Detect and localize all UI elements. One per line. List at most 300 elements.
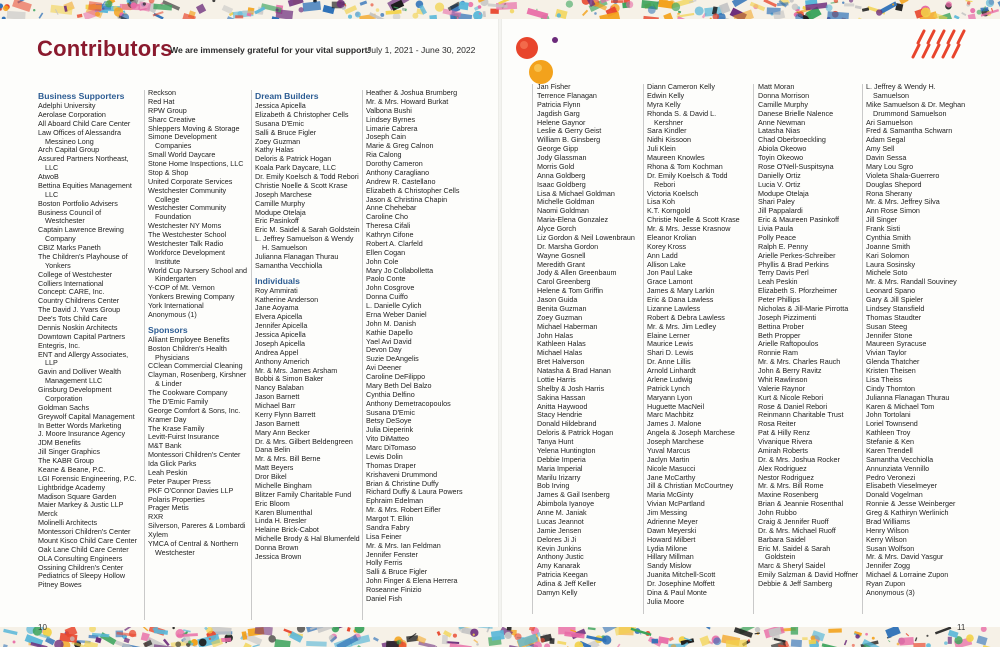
contributors-column-4 <box>366 89 470 604</box>
contributor-name: Yelena Huntington <box>537 445 596 455</box>
contributor-name: Prager Metis <box>148 503 189 513</box>
contributor-name: Cindy Thornton <box>866 383 916 393</box>
contributor-name: Marc DiTomaso <box>366 443 416 452</box>
contributor-name: Amirah Roberts <box>758 445 808 455</box>
contributor-name: Entegris, Inc. <box>38 340 80 350</box>
contributor-name: Thomas Draper <box>366 460 416 470</box>
contributor-name: Anthony Caragliano <box>366 167 430 177</box>
contributor-name: Eric M. Saidel & Sarah Goldstein <box>255 225 360 235</box>
contributor-name: Clayman, Rosenberg, Kirshner & Linder <box>148 370 247 389</box>
contributor-name: Elvera Apicella <box>255 312 303 322</box>
contributor-name: Angela & Joseph Marchese <box>647 428 735 438</box>
contributor-name: Donna Brown <box>255 543 299 552</box>
contributor-name: Abimbola Iyanoye <box>537 499 595 509</box>
contributor-name: Bobbi & Simon Baker <box>255 374 324 384</box>
contributor-name: Red Hat <box>148 96 175 106</box>
contributor-name: Dee's Tots Child Care <box>38 314 108 323</box>
contributor-name: The Krase Family <box>148 423 205 433</box>
contributor-name: Lydia Milone <box>647 543 688 553</box>
contributor-name: Eric Bloom <box>255 498 290 508</box>
contributor-name: Cynthia Smith <box>866 232 911 242</box>
contributor-name: Peter Phillips <box>758 295 800 304</box>
contributor-name: The David J. Yvars Group <box>38 305 121 315</box>
contributor-name: Bettina Equities Management LLC <box>38 180 132 199</box>
contributor-name: Adam Segal <box>866 135 906 145</box>
contributor-name: Korey Kross <box>647 241 687 251</box>
contributor-name: Latasha Nias <box>758 126 800 136</box>
contributor-name: Emily Salzman & David Hoffner <box>758 570 859 580</box>
contributor-name: Susan Wolfson <box>866 543 915 553</box>
contributor-name: Victoria Koelsch <box>647 188 699 198</box>
contributor-name: Brian & Christine Duffy <box>366 478 439 488</box>
contributor-name: Michael & Lorraine Zupon <box>866 570 949 580</box>
contributor-name: Juli Klein <box>647 144 676 154</box>
contributor-name: Rosa Reiter <box>758 419 796 429</box>
decorative-top-border <box>0 0 1000 19</box>
contributor-name: Modupe Otelaja <box>255 207 306 217</box>
contributor-name: Rhonda S. & David L. Kershner <box>647 108 717 127</box>
contributor-name: Xylem <box>148 530 168 539</box>
contributor-name: Elizabeth & Christopher Cells <box>255 109 349 119</box>
contributor-name: Marc Machbitz <box>647 410 694 420</box>
contributor-name: Morris Gold <box>537 161 575 171</box>
contributor-name: Concept: CARE, Inc. <box>38 287 105 297</box>
contributor-name: Brian & Jeannie Rosenthal <box>758 499 844 509</box>
contributor-name: Margot T. Elkin <box>366 514 414 523</box>
contributor-name: Caroline DeFilippo <box>366 372 426 381</box>
contributor-name: Eric & Maureen Pasinkoff <box>758 215 839 225</box>
contributor-name: Stacy Hendrie <box>537 410 583 420</box>
contributor-name: Ronnie & Jesse Weinberger <box>866 499 956 509</box>
contributor-name: Anthony Americh <box>255 356 310 366</box>
contributor-name: Katherine Anderson <box>255 294 319 304</box>
contributor-name: Jennifer Stone <box>866 330 913 340</box>
contributor-name: Kathie Dapello <box>366 327 413 337</box>
contributor-name: Susana D'Emic <box>366 407 415 417</box>
contributor-name: Leonard Spano <box>866 286 916 296</box>
contributor-name: Karen Blumenthal <box>255 507 313 517</box>
column-divider <box>643 84 644 614</box>
contributor-name: Abiola Okeowo <box>758 144 807 154</box>
contributor-name: Polly Peace <box>758 232 796 242</box>
contributor-name: Helene Gaynor <box>537 117 586 127</box>
contributor-name: Eleanor Krolian <box>647 232 697 242</box>
contributor-name: Jan Fisher <box>537 82 571 91</box>
contributor-name: Y-COP of Mt. Vernon <box>148 283 215 293</box>
contributor-name: John M. Danish <box>366 318 416 328</box>
contributor-name: Dr. Anne Lillis <box>647 357 691 367</box>
contributor-name: Amy Kanarak <box>537 561 581 571</box>
contributor-name: Deloris & Patrick Hogan <box>537 428 614 438</box>
contributor-name: Mr. & Mrs. Jesse Krasnow <box>647 224 731 233</box>
contributor-name: In Better Words Marketing <box>38 420 122 430</box>
contributor-name: Samantha Vecchiolla <box>255 260 323 270</box>
contributor-name: Heather & Joshua Brumberg <box>366 88 458 97</box>
contributor-name: Lightbridge Academy <box>38 482 106 492</box>
contributor-name: Tanya Hunt <box>537 437 574 446</box>
contributor-name: CBIZ Marks Paneth <box>38 243 101 252</box>
contributor-name: Michelle Brody & Hal Blumenfeld <box>255 534 360 544</box>
contributor-name: Anthony Justic <box>537 552 584 562</box>
contributor-name: Dr. Emily Koelsch & Todd Rebori <box>647 170 728 189</box>
contributor-name: Violeta Shala-Guerrero <box>866 170 940 180</box>
contributor-name: Mount Kisco Child Care Center <box>38 535 138 545</box>
contributor-name: Allison Lake <box>647 259 686 269</box>
contributor-name: Country Childrens Center <box>38 296 120 306</box>
contributor-name: Robert A. Clarfeld <box>366 238 423 248</box>
contributor-name: Fred & Samantha Schwarn <box>866 126 953 136</box>
contributor-name: Maryann Lyon <box>647 392 693 402</box>
contributor-name: Ryan Zupon <box>866 579 906 588</box>
contributor-name: Adrienne Meyer <box>647 516 698 526</box>
contributor-name: Westchester Community Foundation <box>148 203 227 222</box>
contributor-name: Levitt-Fuirst Insurance <box>148 432 220 442</box>
contributor-name: RPW Group <box>148 105 187 115</box>
contributor-name: Blitzer Family Charitable Fund <box>255 489 352 499</box>
contributor-name: Grace Lamont <box>647 277 693 287</box>
contributor-name: Julia Dieperink <box>366 425 414 435</box>
contributor-name: Ellen Cogan <box>366 247 406 257</box>
contributor-name: Susan Steeg <box>866 321 908 331</box>
contributor-name: Wayne Gosnell <box>537 250 586 260</box>
contributor-name: Silverson, Pareres & Lombardi <box>148 521 246 531</box>
contributor-name: Suzie DeAngelis <box>366 354 419 364</box>
contributor-name: Donna Cuiffo <box>366 292 408 302</box>
contributor-name: Camille Murphy <box>255 198 305 208</box>
contributor-name: Debbie & Jeff Samberg <box>758 579 833 588</box>
contributor-name: Yonkers Brewing Company <box>148 292 235 302</box>
contributor-name: Donna Morrison <box>758 90 810 100</box>
contributor-name: Colliers International <box>38 278 104 288</box>
contributor-name: Merck <box>38 509 58 519</box>
contributor-name: William B. Ginsberg <box>537 135 601 145</box>
contributor-name: Dana Belin <box>255 445 291 455</box>
contributor-name: Delores Ji Ji <box>537 534 577 544</box>
contributor-name: College of Westchester <box>38 269 113 279</box>
contributor-name: Douglas Shepord <box>866 179 922 189</box>
contributor-name: Maria McGinty <box>647 490 694 500</box>
contributor-name: ENT and Allergy Associates, LLP <box>38 349 129 368</box>
contributor-name: Barbara Saidel <box>758 534 806 544</box>
contributor-name: Ginsburg Development Corporation <box>38 385 112 403</box>
contributor-name: Joseph Apicella <box>255 338 305 348</box>
contributor-name: Westchester Community College <box>148 185 227 204</box>
contributor-name: Arielle Perkes-Schreiber <box>758 250 836 260</box>
contributor-name: OLA Consulting Engineers <box>38 553 123 563</box>
contributor-name: Mike Samuelson & Dr. Meghan Drummond Samuelson <box>866 99 966 118</box>
contributor-name: Maureen Knowles <box>647 153 705 162</box>
contributor-name: Business Council of Westchester <box>38 207 102 226</box>
contributor-name: Nicole Masucci <box>647 463 696 473</box>
contributor-name: Nidhi Kissoon <box>647 135 691 145</box>
contributor-name: Downtown Capital Partners <box>38 331 126 341</box>
contributor-name: L. Danielle Cylich <box>366 301 422 310</box>
contributor-name: Modupe Otelaja <box>758 188 809 198</box>
contributor-name: Goldman Sachs <box>38 402 90 412</box>
contributor-name: Kari Solomon <box>866 250 910 260</box>
contributor-name: Westchester Talk Radio <box>148 238 224 248</box>
contributor-name: Daniel Fish <box>366 593 402 603</box>
page-gutter <box>498 19 502 627</box>
contributor-name: Betsy DeSoye <box>366 416 412 426</box>
contributor-name: Vivian McPartland <box>647 499 705 509</box>
contributors-column-3 <box>255 89 361 562</box>
contributor-name: Robert & Debra Lawless <box>647 312 725 322</box>
contributor-name: Huguette MacNeil <box>647 401 705 411</box>
contributor-name: Kathleen Troy <box>866 428 911 438</box>
contributor-name: Jody & Allen Greenbaum <box>537 268 617 278</box>
contributor-name: Limarie Cabrera <box>366 123 418 133</box>
contributor-name: LGI Forensic Engineering, P.C. <box>38 473 137 483</box>
contributor-name: Arlene Ludwig <box>647 374 693 384</box>
contributor-name: Jason Guida <box>537 295 578 304</box>
contributor-name: Ida Glick Parks <box>148 459 197 468</box>
contributor-name: Kerry Wilson <box>866 534 907 544</box>
contributor-name: Joseph Pizzimenti <box>758 312 816 322</box>
contributor-name: Camille Murphy <box>758 99 808 109</box>
contributor-name: Kathleen Halas <box>537 339 586 349</box>
contributor-name: Pitney Bowes <box>38 580 82 590</box>
page-number-right: 11 <box>957 623 966 632</box>
contributor-name: Elizabeth & Christopher Cells <box>366 185 460 195</box>
contributor-name: Zoey Guzman <box>255 136 301 146</box>
contributor-name: Loriel Townsend <box>866 419 918 429</box>
contributor-name: Elizabeth S. Pforzheimer <box>758 286 838 296</box>
contributor-name: Dawn Meyerski <box>647 525 697 535</box>
contributor-name: Nicholas & Jill-Marie Pirrotta <box>758 303 849 313</box>
contributor-name: Julianna Flanagan Thurau <box>866 392 950 402</box>
contributor-name: Dr. & Mrs. Michael Ruoff <box>758 525 836 535</box>
section-heading: Dream Builders <box>255 91 319 101</box>
contributor-name: Vivian Taylor <box>866 348 907 358</box>
contributor-name: Mr. & Mrs. Bill Rome <box>758 481 824 491</box>
contributor-name: Kathy Halas <box>255 145 294 155</box>
contributor-name: Captain Lawrence Brewing Company <box>38 225 124 244</box>
contributor-name: Ari Samuelson <box>866 117 913 127</box>
contributor-name: Mr. & Mrs. Robert Eifler <box>366 505 441 515</box>
contributor-name: Theresa Cifali <box>366 221 411 231</box>
contributor-name: Arielle Raftopoulos <box>758 339 819 349</box>
contributor-name: Linda H. Bresler <box>255 516 307 526</box>
contributor-name: Kevin Junkins <box>537 543 582 553</box>
contributor-name: Jill Singer Graphics <box>38 447 100 457</box>
contributor-name: Aerolase Corporation <box>38 109 106 119</box>
contributor-name: Mary Ann Becker <box>255 427 310 437</box>
contributor-name: Arnold Linhardt <box>647 366 696 375</box>
contributor-name: Maier Markey & Justic LLP <box>38 500 124 510</box>
contributor-name: Boston Portfolio Advisers <box>38 198 118 208</box>
contributor-name: John Finger & Elena Herrera <box>366 576 458 586</box>
contributor-name: Holly Ferris <box>366 558 403 568</box>
contributor-name: Mr. & Mrs. Randall Souviney <box>866 277 957 287</box>
contributor-name: Arch Capital Group <box>38 145 100 155</box>
contributor-name: L. Jeffrey Samuelson & Wendy H. Samuelson <box>255 234 354 252</box>
contributor-name: The Westchester School <box>148 230 227 239</box>
contributor-name: Dr. & Mrs. Joshua Rocker <box>758 454 840 464</box>
contributor-name: Rona Sherany <box>866 188 912 198</box>
contributor-name: Jane Aoyama <box>255 303 299 313</box>
contributor-name: Jody Glassman <box>537 153 587 162</box>
contributor-name: Andrew R. Castellano <box>366 176 436 186</box>
contributor-name: Chad Oberbroeckling <box>758 135 826 145</box>
contributor-name: Bob Irving <box>537 481 570 491</box>
contributor-name: Lucas Jeannot <box>537 516 584 526</box>
contributor-name: Jill & Christian McCourtney <box>647 481 734 491</box>
contributor-name: Anna Goldberg <box>537 170 586 180</box>
contributor-name: Avi Deener <box>366 363 402 373</box>
contributor-name: Eric M. Saidel & Sarah Goldstein <box>758 543 831 562</box>
contributor-name: Patrick Lynch <box>647 383 690 393</box>
contributor-name: Lisa Feiner <box>366 531 402 541</box>
contributor-name: Shari D. Lewis <box>647 348 694 358</box>
contributor-name: Christie Noelle & Scott Krase <box>647 215 740 225</box>
column-divider <box>362 90 363 620</box>
contributor-name: Kramer Day <box>148 414 187 424</box>
contributor-name: Terry Davis Perl <box>758 268 809 278</box>
contributor-name: Workforce Development Institute <box>148 247 225 266</box>
contributor-name: Stone Home Inspections, LLC <box>148 159 244 168</box>
contributor-name: Ephraim Edelman <box>366 496 424 506</box>
contributor-name: Montessori Children's Center <box>148 450 241 460</box>
contributor-name: Sandra Fabry <box>366 522 410 532</box>
section-heading: Business Supporters <box>38 91 125 101</box>
contributor-name: World Cup Nursery School and Kindergarten <box>148 265 247 284</box>
contributor-name: Pediatrics of Sleepy Hollow <box>38 571 126 581</box>
contributor-name: Terrence Flanagan <box>537 90 597 100</box>
contributor-name: Marie & Greg Calnon <box>366 141 434 151</box>
contributor-name: Leah Peskin <box>758 277 798 287</box>
contributor-name: Mr. & Mrs. Jeffrey Silva <box>866 197 940 207</box>
contributor-name: Joseph Marchese <box>255 189 312 199</box>
contributor-name: The KABR Group <box>38 456 94 465</box>
contributors-column-6 <box>647 83 747 607</box>
contributor-name: Benita Guzman <box>537 303 587 313</box>
contributor-name: Jason Barnett <box>255 418 300 428</box>
contributor-name: Carol Greenberg <box>537 277 591 287</box>
contributor-name: Anthony Demetracopoulos <box>366 398 451 408</box>
contributor-name: Roseanne Finizio <box>366 585 422 594</box>
contributor-name: James & Mary Larkin <box>647 286 715 296</box>
page-title: Contributors <box>37 36 173 61</box>
contributor-name: Matt Beyers <box>255 463 294 473</box>
contributor-name: Kurt & Nicole Rebori <box>758 392 824 402</box>
contributor-name: Gary & Jill Spieler <box>866 295 924 304</box>
contributor-name: Julia Moore <box>647 596 685 606</box>
contributor-name: Koala Park Daycare, LLC <box>255 163 337 173</box>
column-divider <box>251 90 252 620</box>
contributor-name: Dror Bikel <box>255 472 287 481</box>
contributor-name: Dr. Marsha Gordon <box>537 241 599 251</box>
contributor-name: Oak Lane Child Care Center <box>38 544 129 554</box>
contributor-name: Jamie Jensen <box>537 525 582 535</box>
contributor-name: Alyce Gorch <box>537 224 577 233</box>
contributor-name: Toyin Okeowo <box>758 153 804 162</box>
decorative-bottom-border <box>0 627 1000 647</box>
contributor-name: Joseph Marchese <box>647 437 704 446</box>
contributor-name: Lewis Dolin <box>366 451 403 461</box>
contributor-name: Salli & Bruce Figler <box>255 127 317 137</box>
contributor-name: Dorothy Cameron <box>366 159 423 168</box>
contributor-name: Keane & Beane, P.C. <box>38 464 106 474</box>
contributor-name: John Halas <box>537 330 573 340</box>
contributor-name: The Children's Playhouse of Yonkers <box>38 251 128 270</box>
contributor-name: Julianna Flanagan Thurau <box>255 251 339 261</box>
contributor-name: Craig & Jennifer Ruoff <box>758 516 829 526</box>
contributor-name: Lisa Theiss <box>866 374 903 384</box>
contributor-name: Jennifer Zogg <box>866 561 910 571</box>
contributor-name: Damyn Kelly <box>537 587 578 597</box>
contributor-name: John Rubbo <box>758 508 797 517</box>
contributor-name: Anitta Haywood <box>537 401 588 411</box>
contributor-name: Hillary Millman <box>647 552 694 562</box>
contributor-name: Jennifer Fenster <box>366 549 418 559</box>
contributor-name: Krishaveni Drummond <box>366 469 438 479</box>
contributor-name: Jim Messing <box>647 508 687 517</box>
contributor-name: John Cosgrove <box>366 283 415 293</box>
contributor-name: Livia Paula <box>758 224 794 233</box>
paint-splash-illustration <box>505 28 563 90</box>
contributor-name: Simone Development Companies <box>148 132 217 151</box>
contributor-name: Sara Kindler <box>647 126 687 136</box>
contributor-name: Henry Wilson <box>866 525 909 535</box>
contributor-name: PKF O'Connor Davies LLP <box>148 485 234 495</box>
contributor-name: Annunziata Vennillo <box>866 463 930 473</box>
contributor-name: Greywolf Capital Management <box>38 411 135 421</box>
contributor-name: Mr. & Mrs. David Yasgur <box>866 552 944 562</box>
contributor-name: Elisabeth Vieselmeyer <box>866 481 937 491</box>
contributor-name: Deloris & Patrick Hogan <box>255 154 332 164</box>
contributor-name: JDM Benefits <box>38 438 81 448</box>
contributor-name: Yael Avi David <box>366 336 412 346</box>
contributor-name: Debbie Imperia <box>537 454 586 464</box>
contributor-name: Jason & Christina Chapin <box>366 194 448 204</box>
contributor-name: J. Moore Insurance Agency <box>38 429 126 439</box>
contributor-name: Howard Milbert <box>647 534 696 544</box>
contributor-name: Anonymous (1) <box>148 309 197 319</box>
contributor-name: Ann Ladd <box>647 250 678 260</box>
contributor-name: Vito DiMatteo <box>366 434 410 444</box>
contributor-name: Vivanique Rivera <box>758 437 813 446</box>
contributor-name: Shelby & Josh Harris <box>537 383 605 393</box>
contributor-name: Lucia V. Ortiz <box>758 179 801 189</box>
contributor-name: Laura Sosinsky <box>866 259 916 269</box>
contributor-name: Jill Singer <box>866 215 898 225</box>
contributor-name: Lindsey Stansfield <box>866 303 925 313</box>
contributor-name: Ralph E. Penny <box>758 241 808 251</box>
column-divider <box>144 90 145 620</box>
contributor-name: Richard Duffy & Laura Powers <box>366 487 463 497</box>
contributor-name: John Tortolani <box>866 410 911 420</box>
contributor-name: Salli & Bruce Figler <box>366 567 428 577</box>
contributor-name: Edwin Kelly <box>647 90 685 100</box>
contributor-name: Valbona Bushi <box>366 105 412 115</box>
contributor-name: L. Jeffrey & Wendy H. Samuelson <box>866 82 936 100</box>
contributor-name: Myra Kelly <box>647 99 681 109</box>
contributor-name: M&T Bank <box>148 441 182 451</box>
contributor-name: Maureen Syracuse <box>866 339 927 349</box>
contributor-name: Andrea Appel <box>255 347 299 357</box>
contributor-name: Mr. & Mrs. Jim Ledley <box>647 321 717 331</box>
contributor-name: Jessica Apicella <box>255 330 306 339</box>
contributor-name: Sakina Hassan <box>537 392 586 402</box>
contributor-name: Kristen Theisen <box>866 366 916 375</box>
contributor-name: Davin Sessa <box>866 153 907 162</box>
contributor-name: Dr. Josephine Moffett <box>647 579 715 588</box>
contributor-name: Elaine Lerner <box>647 330 690 340</box>
contributor-name: Stefanie & Ken <box>866 437 914 446</box>
contributor-name: Anne M. Janiak <box>537 508 587 517</box>
contributor-name: Valerie Raynor <box>758 383 806 393</box>
